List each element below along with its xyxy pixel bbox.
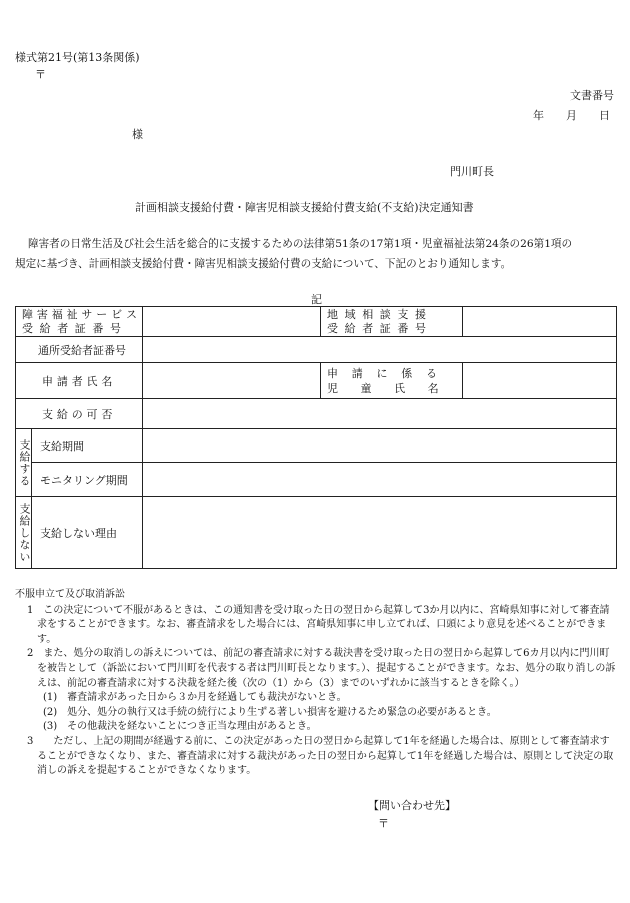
service-cert-label: 障害福祉サービス 受給者証番号 bbox=[16, 307, 143, 337]
postal-mark: 〒 bbox=[35, 68, 46, 81]
note-1: 1 この決定について不服があるときは、この通知書を受け取った日の翌日から起算して3か月以内に、宮崎県知事に対して審査請求をすることができます。なお、審査請求をした場合には、宮崎県知事に申し立てれば、口頭により意見を述べることができます。 bbox=[27, 604, 610, 645]
group-pay-label: 支給する bbox=[16, 429, 32, 497]
group-nopay-label: 支給しない bbox=[16, 497, 32, 569]
nopay-reason-value bbox=[143, 497, 617, 569]
applicant-name-value bbox=[143, 363, 321, 399]
ki-label: 記 bbox=[311, 293, 322, 306]
addressee-suffix: 様 bbox=[132, 128, 143, 141]
body-line-2: 規定に基づき、計画相談支援給付費・障害児相談支援給付費の支給について、下記のとおり通知します。 bbox=[15, 258, 512, 270]
date-label: 年 月 日 bbox=[533, 109, 610, 122]
day-service-cert-label: 通所受給者証番号 bbox=[16, 337, 143, 363]
approval-label: 支給の可否 bbox=[16, 399, 143, 429]
form-number: 様式第21号(第13条関係) bbox=[15, 51, 140, 64]
monitoring-period-label: モニタリング期間 bbox=[32, 463, 143, 497]
document-number-label: 文書番号 bbox=[570, 89, 614, 102]
child-name-value bbox=[463, 363, 617, 399]
note-2-sub-3: (3) その他裁決を経ないことにつき正当な理由があるとき。 bbox=[43, 721, 317, 733]
appeal-notes bbox=[15, 588, 617, 779]
community-cert-label: 地域相談支援 受給者証番号 bbox=[321, 307, 463, 337]
community-cert-value bbox=[463, 307, 617, 337]
body-line-1: 障害者の日常生活及び社会生活を総合的に支援するための法律第51条の17第1項・児童福祉法第24条の26第1項の bbox=[28, 238, 573, 250]
document-title: 計画相談支援給付費・障害児相談支援給付費支給(不支給)決定通知書 bbox=[135, 201, 474, 214]
contact-postal-mark: 〒 bbox=[378, 817, 389, 830]
note-2-sub-1: (1) 審査請求があった日から３か月を経過しても裁決がないとき。 bbox=[43, 692, 347, 704]
nopay-reason-label: 支給しない理由 bbox=[32, 497, 143, 569]
issuer-name: 門川町長 bbox=[450, 165, 494, 178]
child-name-label: 申請に係る 児童氏名 bbox=[321, 363, 463, 399]
pay-period-value bbox=[143, 429, 617, 463]
note-2: 2 また、処分の取消しの訴えについては、前記の審査請求に対する裁決書を受け取った日の翌日から起算して6カ月以内に門川町を被告として（訴訟において門川町を代表する者は門川町長となります。）、提起することができます。なお、処分の取り消しの訴えは、前記の審査請求に対する決裁を経た後（次の（1）から（3）までのいずれかに該当するときを除く。） bbox=[27, 648, 616, 689]
day-service-cert-value bbox=[143, 337, 617, 363]
monitoring-period-value bbox=[143, 463, 617, 497]
note-2-sub-2: (2) 処分、処分の執行又は手続の続行により生ずる著しい損害を避けるため緊急の必要があるとき。 bbox=[43, 706, 497, 718]
note-3: 3 ただし、上記の期間が経過する前に、この決定があった日の翌日から起算して1年を経過した場合は、原則として審査請求することができなくなり、また、審査請求に対する裁決があった日の翌日から起算して1年を経過した場合は、原則として決定の取消しの訴えを提起することができなくなります。 bbox=[27, 735, 614, 777]
contact-label: 【問い合わせ先】 bbox=[368, 799, 456, 812]
decision-table bbox=[15, 306, 617, 569]
applicant-name-label: 申請者氏名 bbox=[16, 363, 143, 399]
approval-value bbox=[143, 399, 617, 429]
pay-period-label: 支給期間 bbox=[32, 429, 143, 463]
notes-heading: 不服申立て及び取消訴訟 bbox=[15, 589, 125, 600]
service-cert-value bbox=[143, 307, 321, 337]
